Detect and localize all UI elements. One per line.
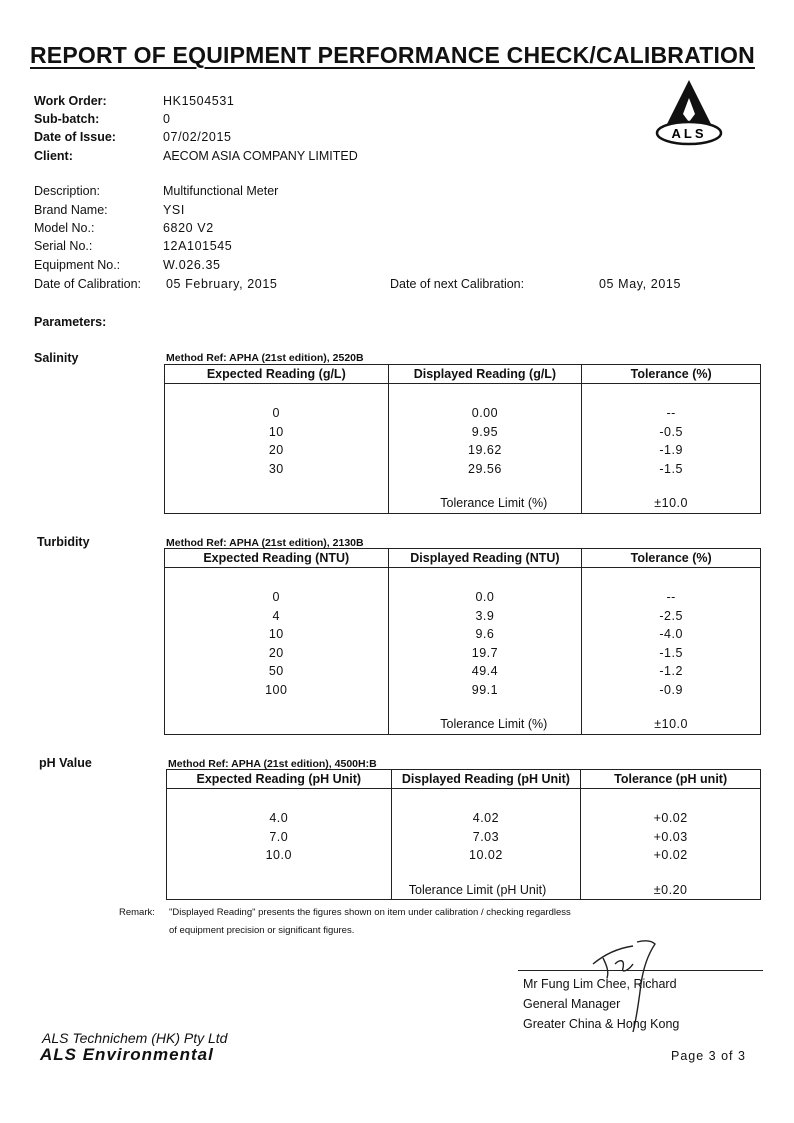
table-cell: +0.02 [581,846,761,865]
signatory-block [523,974,679,1034]
table-cell: 49.4 [388,662,582,681]
brand-label: Brand Name: [34,203,108,217]
table-row [165,404,761,423]
table-cell: -1.2 [582,662,761,681]
client-value: AECOM ASIA COMPANY LIMITED [163,149,358,163]
salinity-table [164,364,761,514]
empty-cell [165,715,389,734]
tolerance-limit-value: ±10.0 [582,715,761,734]
turbidity-title: Turbidity [37,535,90,549]
spacer-cell [388,384,582,405]
spacer-cell [165,478,389,494]
tolerance-limit-label: Tolerance Limit (%) [388,715,582,734]
table-row [165,607,761,626]
table-cell: 4.02 [391,809,581,828]
column-header: Displayed Reading (g/L) [388,365,582,384]
empty-cell [167,881,392,900]
table-row [165,681,761,700]
logo-text: ALS [671,126,707,141]
table-cell: 10 [165,625,389,644]
table-cell: 10 [165,423,389,442]
table-cell: -1.9 [582,441,761,460]
tolerance-limit-label: Tolerance Limit (pH Unit) [391,881,581,900]
brand-value: YSI [163,203,185,217]
empty-cell [165,494,389,513]
cal-date-value: 05 February, 2015 [166,277,278,291]
als-logo-icon [654,78,724,150]
sub-batch-value: 0 [163,112,171,126]
table-row [165,644,761,663]
column-header: Expected Reading (g/L) [165,365,389,384]
table-cell: 10.0 [167,846,392,865]
table-cell: -2.5 [582,607,761,626]
column-header: Tolerance (%) [582,365,761,384]
spacer-cell [165,568,389,589]
table-cell: 19.62 [388,441,582,460]
serial-value: 12A101545 [163,239,233,253]
sub-batch-label: Sub-batch: [34,112,100,126]
table-cell: -0.5 [582,423,761,442]
report-title: REPORT OF EQUIPMENT PERFORMANCE CHECK/CALIBRATION [30,42,755,68]
table-cell: 9.6 [388,625,582,644]
table-cell: 100 [165,681,389,700]
spacer-cell [391,865,581,881]
spacer-cell [581,865,761,881]
table-row [167,846,761,865]
table-cell: -1.5 [582,460,761,479]
table-cell: -0.9 [582,681,761,700]
table-row [165,625,761,644]
table-cell: 7.0 [167,828,392,847]
spacer-cell [391,789,581,810]
table-cell: -4.0 [582,625,761,644]
spacer-cell [582,478,761,494]
remark-line-1: "Displayed Reading" presents the figures shown on item under calibration / checking regardless [169,907,571,918]
table-cell: 19.7 [388,644,582,663]
ph-table [166,769,761,900]
footer-company: ALS Technichem (HK) Pty Ltd [42,1030,228,1046]
serial-label: Serial No.: [34,239,93,253]
table-cell: 50 [165,662,389,681]
table-cell: 99.1 [388,681,582,700]
spacer-cell [388,699,582,715]
table-cell: 0 [165,588,389,607]
tolerance-limit-label: Tolerance Limit (%) [388,494,582,513]
date-issue-value: 07/02/2015 [163,130,232,144]
footer-brand: ALS Environmental [40,1045,214,1064]
client-label: Client: [34,149,73,163]
spacer-cell [582,699,761,715]
table-row [165,423,761,442]
description-value: Multifunctional Meter [163,184,279,198]
model-value: 6820 V2 [163,221,214,235]
table-cell: 7.03 [391,828,581,847]
column-header: Displayed Reading (NTU) [388,549,582,568]
spacer-cell [167,865,392,881]
spacer-cell [165,699,389,715]
work-order-label: Work Order: [34,94,107,108]
table-cell: 29.56 [388,460,582,479]
equipment-no-value: W.026.35 [163,258,221,272]
cal-date-label: Date of Calibration: [34,277,142,291]
date-issue-label: Date of Issue: [34,130,116,144]
table-cell: 9.95 [388,423,582,442]
table-cell: 3.9 [388,607,582,626]
signatory-region: Greater China & Hong Kong [523,1017,680,1031]
parameters-label: Parameters: [34,315,107,329]
remark-line-2: of equipment precision or significant figures. [169,925,355,936]
table-row [167,828,761,847]
table-cell: +0.03 [581,828,761,847]
remark-label: Remark: [119,907,155,918]
table-cell: 20 [165,441,389,460]
column-header: Expected Reading (pH Unit) [167,770,392,789]
work-order-value: HK1504531 [163,94,235,108]
column-header: Tolerance (%) [582,549,761,568]
tolerance-limit-value: ±0.20 [581,881,761,900]
ph-title: pH Value [39,756,92,770]
spacer-cell [165,384,389,405]
column-header: Displayed Reading (pH Unit) [391,770,581,789]
next-cal-label: Date of next Calibration: [390,277,525,291]
table-cell: 4 [165,607,389,626]
table-cell: +0.02 [581,809,761,828]
equipment-no-label: Equipment No.: [34,258,121,272]
turbidity-method-ref: Method Ref: APHA (21st edition), 2130B [166,537,364,549]
spacer-cell [388,478,582,494]
spacer-cell [581,789,761,810]
table-cell: 0 [165,404,389,423]
table-cell: 4.0 [167,809,392,828]
spacer-cell [167,789,392,810]
table-cell: 0.0 [388,588,582,607]
model-label: Model No.: [34,221,95,235]
table-cell: -- [582,588,761,607]
turbidity-table [164,548,761,735]
table-row [165,441,761,460]
salinity-title: Salinity [34,351,79,365]
table-cell: 10.02 [391,846,581,865]
salinity-method-ref: Method Ref: APHA (21st edition), 2520B [166,352,364,364]
signatory-name: Mr Fung Lim Chee, Richard [523,977,677,991]
column-header: Expected Reading (NTU) [165,549,389,568]
signatory-position: General Manager [523,997,621,1011]
page-number: Page 3 of 3 [671,1049,746,1063]
spacer-cell [388,568,582,589]
spacer-cell [582,568,761,589]
table-cell: -1.5 [582,644,761,663]
spacer-cell [582,384,761,405]
table-row [167,809,761,828]
table-row [165,662,761,681]
signature-line [518,970,763,971]
description-label: Description: [34,184,100,198]
next-cal-value: 05 May, 2015 [599,277,682,291]
table-row [165,588,761,607]
table-cell: 30 [165,460,389,479]
tolerance-limit-value: ±10.0 [582,494,761,513]
table-cell: 20 [165,644,389,663]
column-header: Tolerance (pH unit) [581,770,761,789]
ph-method-ref: Method Ref: APHA (21st edition), 4500H:B [168,758,377,770]
table-cell: 0.00 [388,404,582,423]
als-logo [654,78,724,150]
table-row [165,460,761,479]
table-cell: -- [582,404,761,423]
